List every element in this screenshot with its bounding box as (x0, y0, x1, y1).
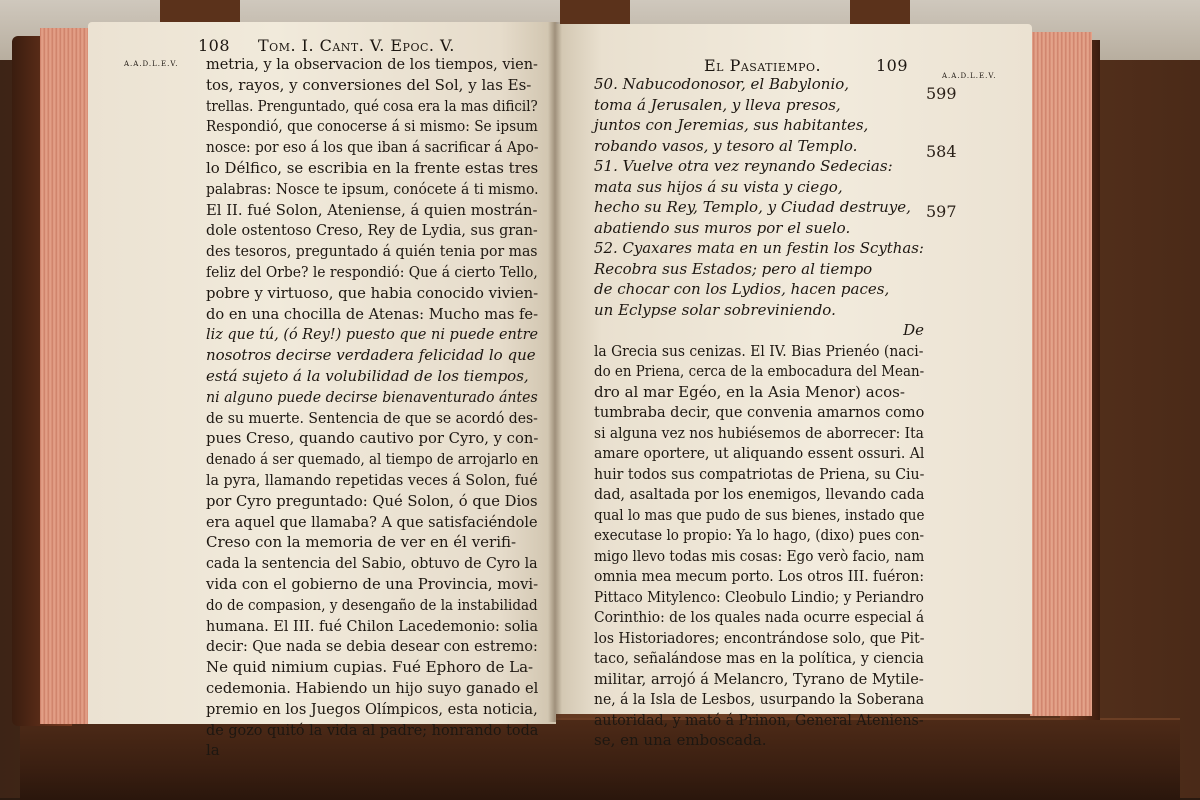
text-line: huir todos sus compatriotas de Priena, su Ciu- (594, 464, 925, 483)
page-edges-right (1030, 32, 1092, 716)
right-body-text (594, 74, 924, 751)
text-line: premio en los Juegos Olímpicos, esta noticia, (206, 699, 538, 718)
left-page-number: 108 (198, 36, 231, 55)
text-line: do de compasion, y desengaño de la instabilidad (206, 595, 538, 614)
text-line: denado á ser quemado, al tiempo de arrojarlo en (206, 450, 539, 469)
text-line: juntos con Jeremias, sus habitantes, (594, 116, 869, 134)
side-number: 599 (926, 84, 957, 103)
side-number: 584 (926, 142, 957, 161)
text-line: De (903, 321, 924, 339)
book-gutter (548, 22, 562, 722)
text-line: Recobra sus Estados; pero al tiempo (594, 259, 873, 278)
text-line: los Historiadores; encontrándose solo, que Pit- (594, 628, 925, 647)
text-line: 51. Vuelve otra vez reynando Sedecias: (594, 157, 893, 175)
text-line: militar, arrojó á Melancro, Tyrano de Mytile- (594, 669, 924, 688)
text-line: liz que tú, (ó Rey!) puesto que ni puede entre (206, 325, 539, 344)
text-line: cada la sentencia del Sabio, obtuvo de Cyro la (206, 554, 538, 573)
text-line: hecho su Rey, Templo, y Ciudad destruye, (594, 198, 911, 216)
text-line: ne, á la Isla de Lesbos, usurpando la Soberana (594, 690, 925, 708)
left-body-text (206, 54, 538, 761)
text-line: la Grecia sus cenizas. El IV. Bias Prienéo (naci- (594, 341, 924, 360)
text-line: lo Délfico, se escribia en la frente estas tres (206, 158, 539, 177)
text-line: metria, y la observacion de los tiempos, vien- (206, 55, 538, 73)
text-line: pues Creso, quando cautivo por Cyro, y con- (206, 429, 539, 448)
text-line: decir: Que nada se debia desear con estremo: (206, 637, 538, 656)
text-line: migo llevo todas mis cosas: Ego verò facio, nam (594, 546, 925, 565)
text-line: do en Priena, cerca de la embocadura del Mean- (594, 362, 925, 380)
text-line: Respondió, que conocerse á si mismo: Se ipsum (206, 117, 538, 136)
text-line: humana. El III. fué Chilon Lacedemonio: solia (206, 616, 538, 635)
text-line: ni alguno puede decirse bienaventurado ántes (206, 387, 538, 406)
text-line: amare oportere, ut aliquando essent ossuri. Al (594, 444, 925, 462)
text-line: la (206, 741, 220, 760)
text-line: Corinthio: de los quales nada ocurre especial á (594, 608, 925, 626)
text-line: dad, asaltada por los enemigos, llevando cada (594, 485, 925, 503)
text-line: omnia mea mecum porto. Los otros III. fuéron: (594, 567, 925, 585)
text-line: tumbraba decir, que convenia amarnos como (594, 403, 925, 421)
text-line: Creso con la memoria de ver en él verifi- (206, 533, 517, 552)
text-line: nosce: por eso á los que iban á sacrificar á Apo- (206, 138, 539, 157)
text-line: si alguna vez nos hubiésemos de aborrecer: Ita (594, 423, 924, 442)
text-line: pobre y virtuoso, que habia conocido vivien- (206, 283, 539, 302)
left-page (88, 22, 556, 760)
text-line: la pyra, llamando repetidas veces á Solon, fué (206, 470, 538, 489)
left-running-head: Tom. I. Cant. V. Epoc. V. (258, 36, 455, 55)
text-line: feliz del Orbe? le respondió: Que á cierto Tello, (206, 262, 538, 281)
right-page (554, 24, 1032, 749)
text-line: de chocar con los Lydios, hacen paces, (594, 280, 890, 298)
text-line: palabras: Nosce te ipsum, conócete á ti mismo. (206, 179, 539, 198)
right-margin-note: A.A.D.L.E.V. (942, 72, 997, 80)
right-running-head: El Pasatiempo. (704, 56, 822, 75)
text-line: des tesoros, preguntado á quién tenia por mas (206, 242, 538, 261)
text-line: executase lo propio: Ya lo hago, (dixo) pues con- (594, 526, 925, 544)
right-page-number: 109 (876, 56, 909, 75)
text-line: se, en una emboscada. (594, 731, 767, 749)
text-line: abatiendo sus muros por el suelo. (594, 218, 851, 237)
text-line: mata sus hijos á su vista y ciego, (594, 177, 843, 196)
text-line: por Cyro preguntado: Qué Solon, ó que Dios (206, 491, 538, 510)
text-line: autoridad, y mató á Prinon, General Ateniens- (594, 710, 924, 729)
text-line: Pittaco Mitylenco: Cleobulo Lindio; y Periandro (594, 587, 924, 606)
text-line: do en una chocilla de Atenas: Mucho mas fe- (206, 304, 539, 323)
left-margin-note: A.A.D.L.E.V. (124, 60, 179, 68)
text-line: dole ostentoso Creso, Rey de Lydia, sus gran- (206, 221, 538, 240)
text-line: nosotros decirse verdadera felicidad lo que (206, 346, 536, 365)
text-line: era aquel que llamaba? A que satisfaciéndole (206, 512, 538, 531)
text-line: trellas. Prenguntado, qué cosa era la mas dificil? (206, 96, 538, 115)
text-line: taco, señalándose mas en la política, y ciencia (594, 649, 924, 667)
side-number: 597 (926, 202, 957, 221)
text-line: Ne quid nimium cupias. Fué Ephoro de La- (206, 658, 534, 677)
text-line: dro al mar Egéo, en la Asia Menor) acos- (594, 382, 905, 401)
text-line: está sujeto á la volubilidad de los tiempos, (206, 366, 529, 385)
text-line: 52. Cyaxares mata en un festin los Scythas: (594, 239, 924, 257)
text-line: de su muerte. Sentencia de que se acordó des- (206, 408, 538, 427)
text-line: El II. fué Solon, Ateniense, á quien mostrán- (206, 200, 538, 219)
text-line: un Eclypse solar sobreviniendo. (594, 300, 836, 319)
text-line: 50. Nabucodonosor, el Babylonio, (594, 75, 850, 93)
text-line: de gozo quitó la vida al padre; honrando toda (206, 720, 539, 739)
text-line: qual lo mas que pudo de sus bienes, instado que (594, 505, 925, 524)
text-line: cedemonia. Habiendo un hijo suyo ganado el (206, 678, 539, 697)
text-line: toma á Jerusalen, y lleva presos, (594, 95, 841, 114)
text-line: robando vasos, y tesoro al Templo. (594, 136, 858, 155)
text-line: vida con el gobierno de una Provincia, movi- (206, 574, 539, 593)
text-line: tos, rayos, y conversiones del Sol, y las Es- (206, 75, 532, 94)
